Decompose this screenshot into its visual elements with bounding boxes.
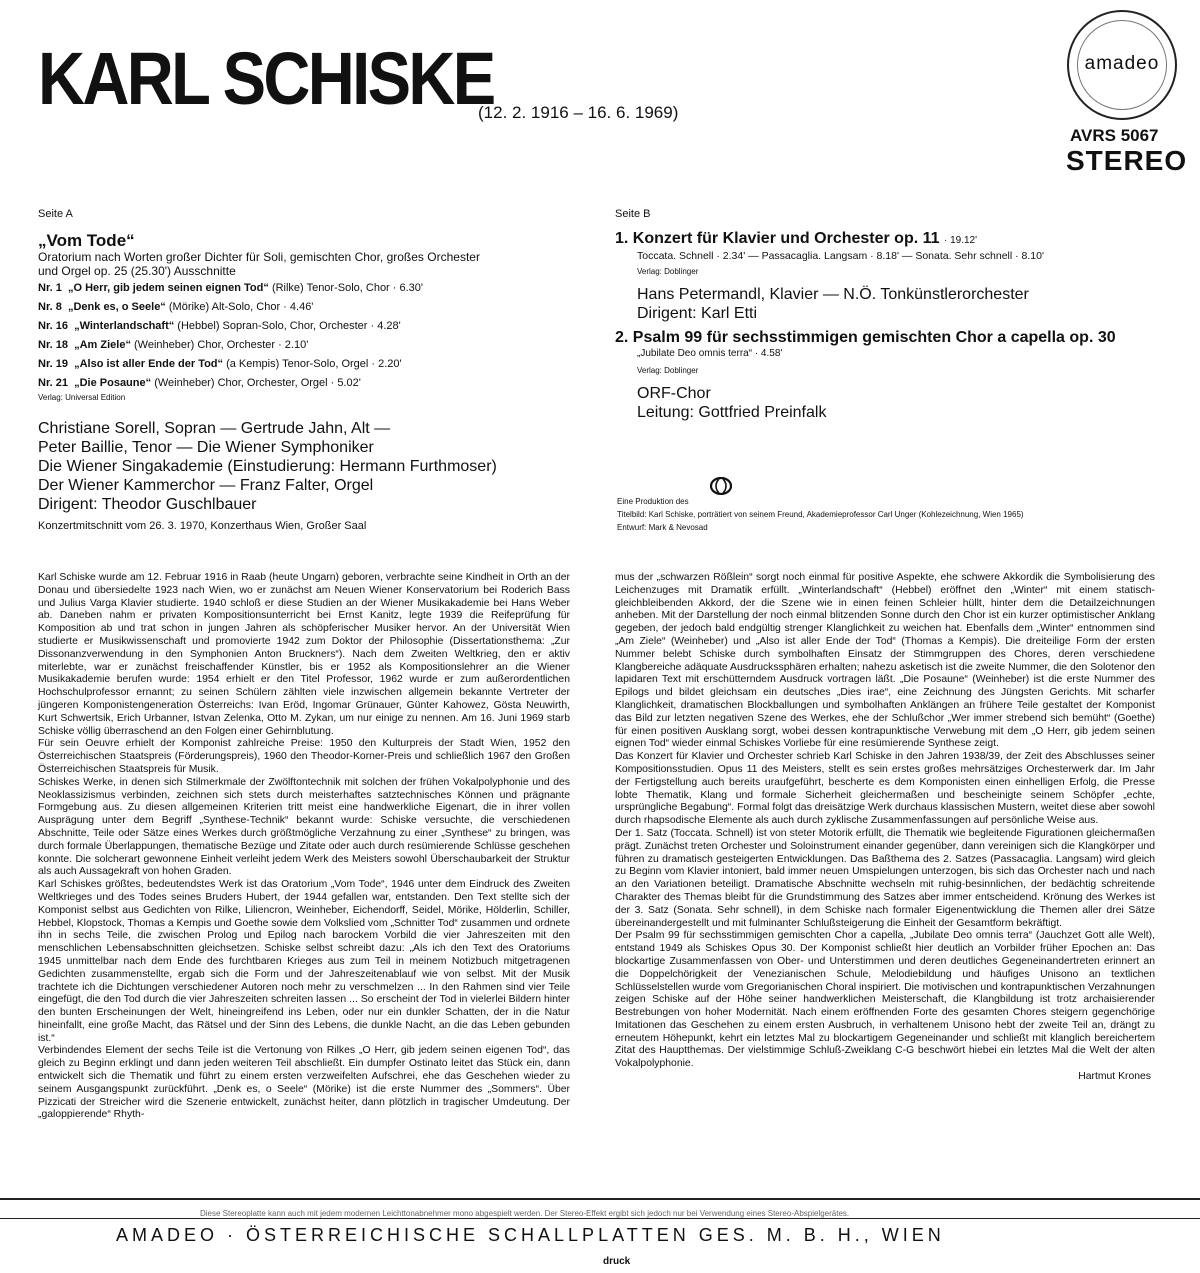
track-detail: (Weinheber) Chor, Orchester, Orgel · 5.02' bbox=[154, 377, 361, 389]
track-title: „Winterlandschaft“ bbox=[74, 320, 175, 332]
essay-paragraph: Für sein Oeuvre erhielt der Komponist zahlreiche Preise: 1950 den Kulturpreis der Stadt Wien, 1952 den Österreichischen Staatspreis (Förderungspreis), 1960 den Theodor-Korner-Preis und schließlich 1967 den Großen Österreichischen Staatspreis für Musik. bbox=[38, 738, 570, 775]
side-b-work2-performers bbox=[637, 384, 826, 422]
company-line: AMADEO · ÖSTERREICHISCHE SCHALLPLATTEN GES. M. B. H., WIEN bbox=[116, 1225, 945, 1245]
track-item bbox=[38, 356, 423, 372]
side-b-work2-publisher: Verlag: Doblinger bbox=[637, 366, 699, 375]
track-detail: (Mörike) Alt-Solo, Chor · 4.46' bbox=[168, 301, 314, 313]
track-number: Nr. 21 bbox=[38, 377, 68, 389]
essay-paragraph: mus der „schwarzen Rößlein“ sorgt noch einmal für positive Aspekte, ehe schwere Akkordik die Symbolisierung des Leichenzuges mit Dramatik erfüllt. „Winterlandschaft“ (Hebbel) eröffnet den „Winter“ mit einem statisch-gleichbleibenden Akkord, der die Szene wie in einen feinen Schleier hüllt, hinter dem die Detailzeichnungen anheben. Mit der Darstellung der noch einmal blitzenden Sonne durch den Chor ist ein kurzer optimistischer Anklang gegeben, der jedoch bald endgültig strenger Klanglichkeit zu weichen hat. Ebenfalls dem „Winter“ entnommen sind „Am Ziele“ (Weinheber) und „Also ist aller Ende der Tod“ (Thomas a Kempis). Die dreiteilige Form der ersten Nummer belebt Schiske durch symbolhaften Einsatz der Stimmgruppen des Chores, deren verschiedene Klangbereiche adäquate Ausdruckssphären erhalten; nahezu asketisch ist die zweite Nummer, die den Solotenor den lapidaren Text mit erschütterndem Ausdruck vortragen läßt. „Die Posaune“ (Weinheber) ist die erste Nummer des Epilogs und bildet gleichsam ein deutsches „Dies irae“, eine Zeichnung des Jüngsten Gerichts. Mit scharfer Klanglichkeit, dramatischen Blockballungen und symbolhaften Anklängen an frühere Teile gestaltet der Komponist das Bild zur letzten negativen Szene des Werkes, ehe der Schlußchor „Wer immer strebend sich bemüht“ (Goethe) für einen positiven Ausklang sorgt, wobei dessen kontrapunktische Verwebung mit dem „O Herr, gib jedem seinen eignen Tod“ wieder einmal Schiskes Vorliebe für eine resümierende Synthese zeigt. bbox=[615, 572, 1155, 750]
track-title: „Die Posaune“ bbox=[74, 377, 152, 389]
track-detail: (a Kempis) Tenor-Solo, Orgel · 2.20' bbox=[226, 358, 402, 370]
life-dates: (12. 2. 1916 – 16. 6. 1969) bbox=[478, 103, 679, 122]
side-b-label: Seite B bbox=[615, 208, 651, 220]
side-b-work1-heading bbox=[615, 229, 977, 251]
side-a-subtitle-2: und Orgel op. 25 (25.30') Ausschnitte bbox=[38, 264, 236, 278]
essay-paragraph: Karl Schiske wurde am 12. Februar 1916 in Raab (heute Ungarn) geboren, verbrachte seine Kindheit in Orth an der Donau und übersiedelte 1923 nach Wien, wo er zunächst am Neuen Wiener Konservatorium bei Roderich Bass und Julius Varga Klavier studierte. 1940 schloß er diese Studien an der Wiener Musikakademie bei Hans Weber ab. Daneben nahm er privaten Kompositionsunterricht bei Ernst Kanitz, legte 1939 die Reifeprüfung für Komposition ab und trat schon in jungen Jahren als schöpferischer Musiker hervor. An der Universität Wien studierte er Musikwissenschaft und promovierte 1942 zum Doktor der Philosophie (Dissertationsthema: „Zur Dissonanzverwendung in den Symphonien Anton Bruckners“). Nach dem Zweiten Weltkrieg, den er aktiv miterlebte, war er zunächst freischaffender Künstler, bis er 1952 als Kompositionslehrer an die Wiener Musikakademie berufen wurde: 1954 erhielt er den Titel Professor, 1962 wurde er zum außerordentlichen Hochschulprofessor ernannt; zu seinen Schülern zählten viele inzwischen allgemein bekannte Vertreter der jüngeren Komponistengeneration Österreichs: Ivan Eröd, Ingomar Grünauer, Günter Kahowez, Gösta Neuwirth, Kurt Schwertsik, Erich Urbanner, Istvan Zelenka, Otto M. Zykan, um nur einige zu nennen. Am 16. Juni 1969 starb Schiske völlig überraschend an den Folgen einer Gehirnblutung. bbox=[38, 572, 570, 737]
performer-line: Leitung: Gottfried Preinfalk bbox=[637, 404, 827, 421]
performer-line: Dirigent: Theodor Guschlbauer bbox=[38, 496, 257, 513]
side-b-work1-performers bbox=[637, 285, 1029, 323]
track-item bbox=[38, 299, 423, 315]
performer-line: Dirigent: Karl Etti bbox=[637, 305, 758, 322]
track-number: Nr. 19 bbox=[38, 358, 68, 370]
side-b-work1-movements: Toccata. Schnell · 2.34' — Passacaglia. Langsam · 8.18' — Sonata. Sehr schnell · 8.10' bbox=[637, 250, 1044, 262]
side-b-work2-title: 2. Psalm 99 für sechsstimmigen gemischten Chor a capella op. 30 bbox=[615, 329, 1116, 346]
stereo-mark: STEREO bbox=[1066, 145, 1188, 176]
essay-paragraph: Das Konzert für Klavier und Orchester schrieb Karl Schiske in den Jahren 1938/39, der Zeit des Abschlusses seiner Kompositionsstudien. Opus 11 des Meisters, stellt es sein erstes großes mehrsätziges Orchesterwerk dar. Im Jahr der Fertigstellung auch bereits uraufgeführt, bescherte es dem Komponisten einen einhelligen Erfolg, die Presse lobte Thematik, Klang und formale Sicherheit gleichermaßen und bescheinigte seinem Schöpfer „echte, ursprüngliche Begabung“. Formal folgt das dreisätzige Werk durchaus klassischen Mustern, weitet diese aber sowohl durch rhapsodische Elemente als auch durch zyklische Zusammenfassungen auf persönliche Weise aus. bbox=[615, 751, 1155, 827]
performer-line: Der Wiener Kammerchor — Franz Falter, Orgel bbox=[38, 477, 374, 494]
track-number: Nr. 8 bbox=[38, 301, 62, 313]
essay-paragraph: Der 1. Satz (Toccata. Schnell) ist von steter Motorik erfüllt, die Thematik wie begleitende Figurationen gleichermaßen prägt. Zunächst treten Orchester und Soloinstrument einander gegenüber, dann vereinigen sich die Klangkörper und führen zu dramatisch gesteigerten Entwicklungen. Das Baßthema des 2. Satzes (Passacaglia. Langsam) wird gleich zu Beginn vom Klavier intoniert, bald immer neuen Umspielungen unterzogen, bis sich das Orchester nach und nach an den Variationen beteiligt. Dramatische Abschnitte wechseln mit ruhig-besinnlichen, der bedächtig schreitende Charakter des Themas bleibt für die Grundstimmung des Satzes aber immer entscheidend. Krönung des Werkes ist der 3. Satz (Sonata. Sehr schnell), in dem Schiske nach formaler Eigenentwicklung die Themen aller drei Sätze übereinandergestellt und mit fulminanter Schlußsteigerung die Einheit der Gesamtform bekräftigt. bbox=[615, 827, 1155, 929]
essay-paragraph: Der Psalm 99 für sechsstimmigen gemischten Chor a capella, „Jubilate Deo omnis terra“ (Jauchzet Gott alle Welt), entstand 1949 als Schiskes Opus 30. Der Komponist schließt hier deutlich an Vorbilder früher Epochen an: Das blockartige Zusammenfassen von Ober- und Unterstimmen und deren deutliches Gegeneinandertreten erinnert an die Doppelchörigkeit der Venezianischen Schule, Melodiebildung und häufiges Unisono an textlichen Schlüsselstellen wurde vom Gregorianischen Choral inspiriert. Die motivischen und kontrapunktischen Verzahnungen zeigen Schiske auf der Höhe seiner handwerklichen Meisterschaft, die Klangbildung ist trotz archaisierender Bestrebungen von hoher Modernität. Nach einem eröffnenden Forte des gesamten Chores steigern gegenchörige Imitationen das Geschehen zu einem ersten Ausbruch, in verhaltenem Unisono hebt der zweite Teil an, drängt zu erneutem Höhepunkt, kehrt ein letztes Mal zu blockartigem Gegeneinander und schließt mit klanglich bereichertem Zitat des Hauptthemas. Der vielstimmige Schluß-Zweiklang C-G beschwört hiebei ein letztes Mal die Welt der alten Vokalpolyphonie. bbox=[615, 930, 1155, 1070]
printer-mark: druck bbox=[603, 1256, 631, 1267]
side-a-publisher: Verlag: Universal Edition bbox=[38, 393, 126, 402]
track-detail: (Rilke) Tenor-Solo, Chor · 6.30' bbox=[271, 282, 424, 294]
credit-cover: Titelbild: Karl Schiske, porträtiert von seinem Freund, Akademieprofessor Carl Unger (Kohlezeichnung, Wien 1965) bbox=[617, 510, 1024, 519]
production-logo-icon bbox=[710, 477, 732, 495]
footer-rule-top bbox=[0, 1198, 1200, 1200]
side-a-work-title: „Vom Tode“ bbox=[38, 231, 135, 250]
essay-paragraph: Karl Schiskes größtes, bedeutendstes Werk ist das Oratorium „Vom Tode“, 1946 unter dem Eindruck des Zweiten Weltkrieges und des Todes seines Bruders Hubert, der 1944 gefallen war, entstanden. Den Text stellte sich der Komponist selbst aus Gedichten von Rilke, Liliencron, Weinheber, Eichendorff, Seidel, Mörike, Hölderlin, Schiller, Hebbel, Klopstock, Thomas a Kempis und Goethe sowie dem Volkslied vom „Schnitter Tod“ zusammen und ordnete ihn in sechs Teile, die zwischen Prolog und Epilog nach barockem Vorbild die vier Jahreszeiten mit den menschlichen Lebensabschnitten gleichsetzen. Schiske selbst schreibt dazu: „Als ich den Text des Oratoriums 1945 unmittelbar nach dem Ende des furchtbaren Krieges aus zum Teil in meinem Notizbuch mitgetragenen Gedichten zusammenstellte, ergab sich die Form und der Jahreszeitenablauf wie von selbst. Mit der Musik trachtete ich die Dichtungen verschiedener Autoren noch mehr zu verschmelzen ... In den Rahmen sind vier Teile eingefügt, die den Tod durch die vier Jahreszeiten schreiten lassen ... So erscheint der Tod in vielerlei Bildern hinter den bunten Erscheinungen der Welt, hineingreifend ins Leben, oder nur ein dunkler Schatten, der in die Natur hineinfallt, eine große Macht, das Rätsel und der Sinn des Lebens, die dunkle Nacht, an die das Leben gebunden ist.“ bbox=[38, 879, 570, 1044]
catalog-number: AVRS 5067 bbox=[1070, 126, 1159, 145]
performer-line: Die Wiener Singakademie (Einstudierung: Hermann Furthmoser) bbox=[38, 458, 497, 475]
track-number: Nr. 18 bbox=[38, 339, 68, 351]
track-detail: (Weinheber) Chor, Orchester · 2.10' bbox=[134, 339, 309, 351]
essay-column-2 bbox=[615, 572, 1155, 1084]
performer-line: ORF-Chor bbox=[637, 385, 711, 402]
track-title: „Am Ziele“ bbox=[74, 339, 131, 351]
essay-paragraph: Schiskes Werke, in denen sich Stilmerkmale der Zwölftontechnik mit solchen der frühen Vokalpolyphonie und des Neoklassizismus verbinden, zeichnen sich stets durch meisterhaftes satztechnisches Können und prägnante Formgebung aus. Zu diesen allgemeinen Kriterien tritt meist eine handwerkliche Eigenart, die in ihrer vollen Ausprägung unter dem Begriff „Synthese-Technik“ bekannt wurde: Schiske versuchte, die verschiedenen Abschnitte, Teile oder Sätze eines Werkes durch größtmögliche Verzahnung zu einer „Synthese“ zu bringen, was durch formale Überlappungen, thematische Bezüge und Zitate oder auch durch resümierende Schlüsse geschehen konnte. Die solcherart gewonnene Einheit verleiht jedem Werk des Meisters sowohl Überschaubarkeit der Struktur als auch Aussagekraft von hohen Graden. bbox=[38, 776, 570, 878]
side-b-work2-sub: „Jubilate Deo omnis terra“ · 4.58' bbox=[637, 348, 783, 359]
side-b-work1-title: 1. Konzert für Klavier und Orchester op. 11 bbox=[615, 230, 940, 247]
side-b-work1-duration: · 19.12' bbox=[943, 235, 978, 246]
logo-text: amadeo bbox=[1084, 53, 1160, 74]
track-number: Nr. 1 bbox=[38, 282, 62, 294]
performer-line: Christiane Sorell, Sopran — Gertrude Jahn, Alt — bbox=[38, 420, 391, 437]
recording-note: Konzertmitschnitt vom 26. 3. 1970, Konzerthaus Wien, Großer Saal bbox=[38, 520, 367, 532]
composer-title: KARL SCHISKE bbox=[38, 37, 494, 120]
performer-line: Peter Baillie, Tenor — Die Wiener Symphoniker bbox=[38, 439, 374, 456]
track-item bbox=[38, 375, 423, 391]
essay-paragraph: Verbindendes Element der sechs Teile ist die Vertonung von Rilkes „O Herr, gib jedem seinen eigenen Tod“, das gleich zu Beginn erklingt und dann jeden weiteren Teil abschließt. Ein dumpfer Ostinato leitet das Stück ein, dann entwickelt sich die Thematik und führt zu einem ersten verzweifelten Aufschrei, ehe das Geschehen wieder zu seinem Ausgangspunkt zurückführt. „Denk es, o Seele“ (Mörike) ist die erste Nummer des „Sommers“. Über Pizzicati der Streicher wird die Szenerie entwickelt, zunächst heiter, dann plötzlich in tragischer Umdeutung. Der „galoppierende“ Rhyth- bbox=[38, 1045, 570, 1121]
side-a-subtitle-1: Oratorium nach Worten großer Dichter für Soli, gemischten Chor, großes Orchester bbox=[38, 250, 480, 264]
footer-stereo-note: Diese Stereoplatte kann auch mit jedem modernen Leichttonabnehmer mono abgespielt werden. Der Stereo-Effekt ergibt sich jedoch nur bei Verwendung eines Stereo-Abspielgerätes. bbox=[200, 1209, 850, 1218]
amadeo-logo bbox=[1067, 10, 1177, 120]
track-title: „Also ist aller Ende der Tod“ bbox=[74, 358, 224, 370]
track-detail: (Hebbel) Sopran-Solo, Chor, Orchester · 4.28' bbox=[177, 320, 401, 332]
track-title: „Denk es, o Seele“ bbox=[67, 301, 166, 313]
side-b-work1-publisher: Verlag: Doblinger bbox=[637, 267, 699, 276]
side-a-performers bbox=[38, 419, 497, 514]
essay-author: Hartmut Krones bbox=[1078, 1071, 1151, 1083]
credit-design: Entwurf: Mark & Nevosad bbox=[617, 523, 708, 532]
track-item bbox=[38, 280, 423, 296]
performer-line: Hans Petermandl, Klavier — N.Ö. Tonkünstlerorchester bbox=[637, 286, 1029, 303]
side-a-label: Seite A bbox=[38, 208, 73, 220]
footer-rule-middle bbox=[0, 1218, 1200, 1219]
track-item bbox=[38, 337, 423, 353]
side-a-track-list bbox=[38, 280, 423, 391]
track-title: „O Herr, gib jedem seinen eignen Tod“ bbox=[67, 282, 269, 294]
credit-production: Eine Produktion des bbox=[617, 497, 689, 506]
track-item bbox=[38, 318, 423, 334]
essay-column-1 bbox=[38, 572, 570, 1122]
track-number: Nr. 16 bbox=[38, 320, 68, 332]
